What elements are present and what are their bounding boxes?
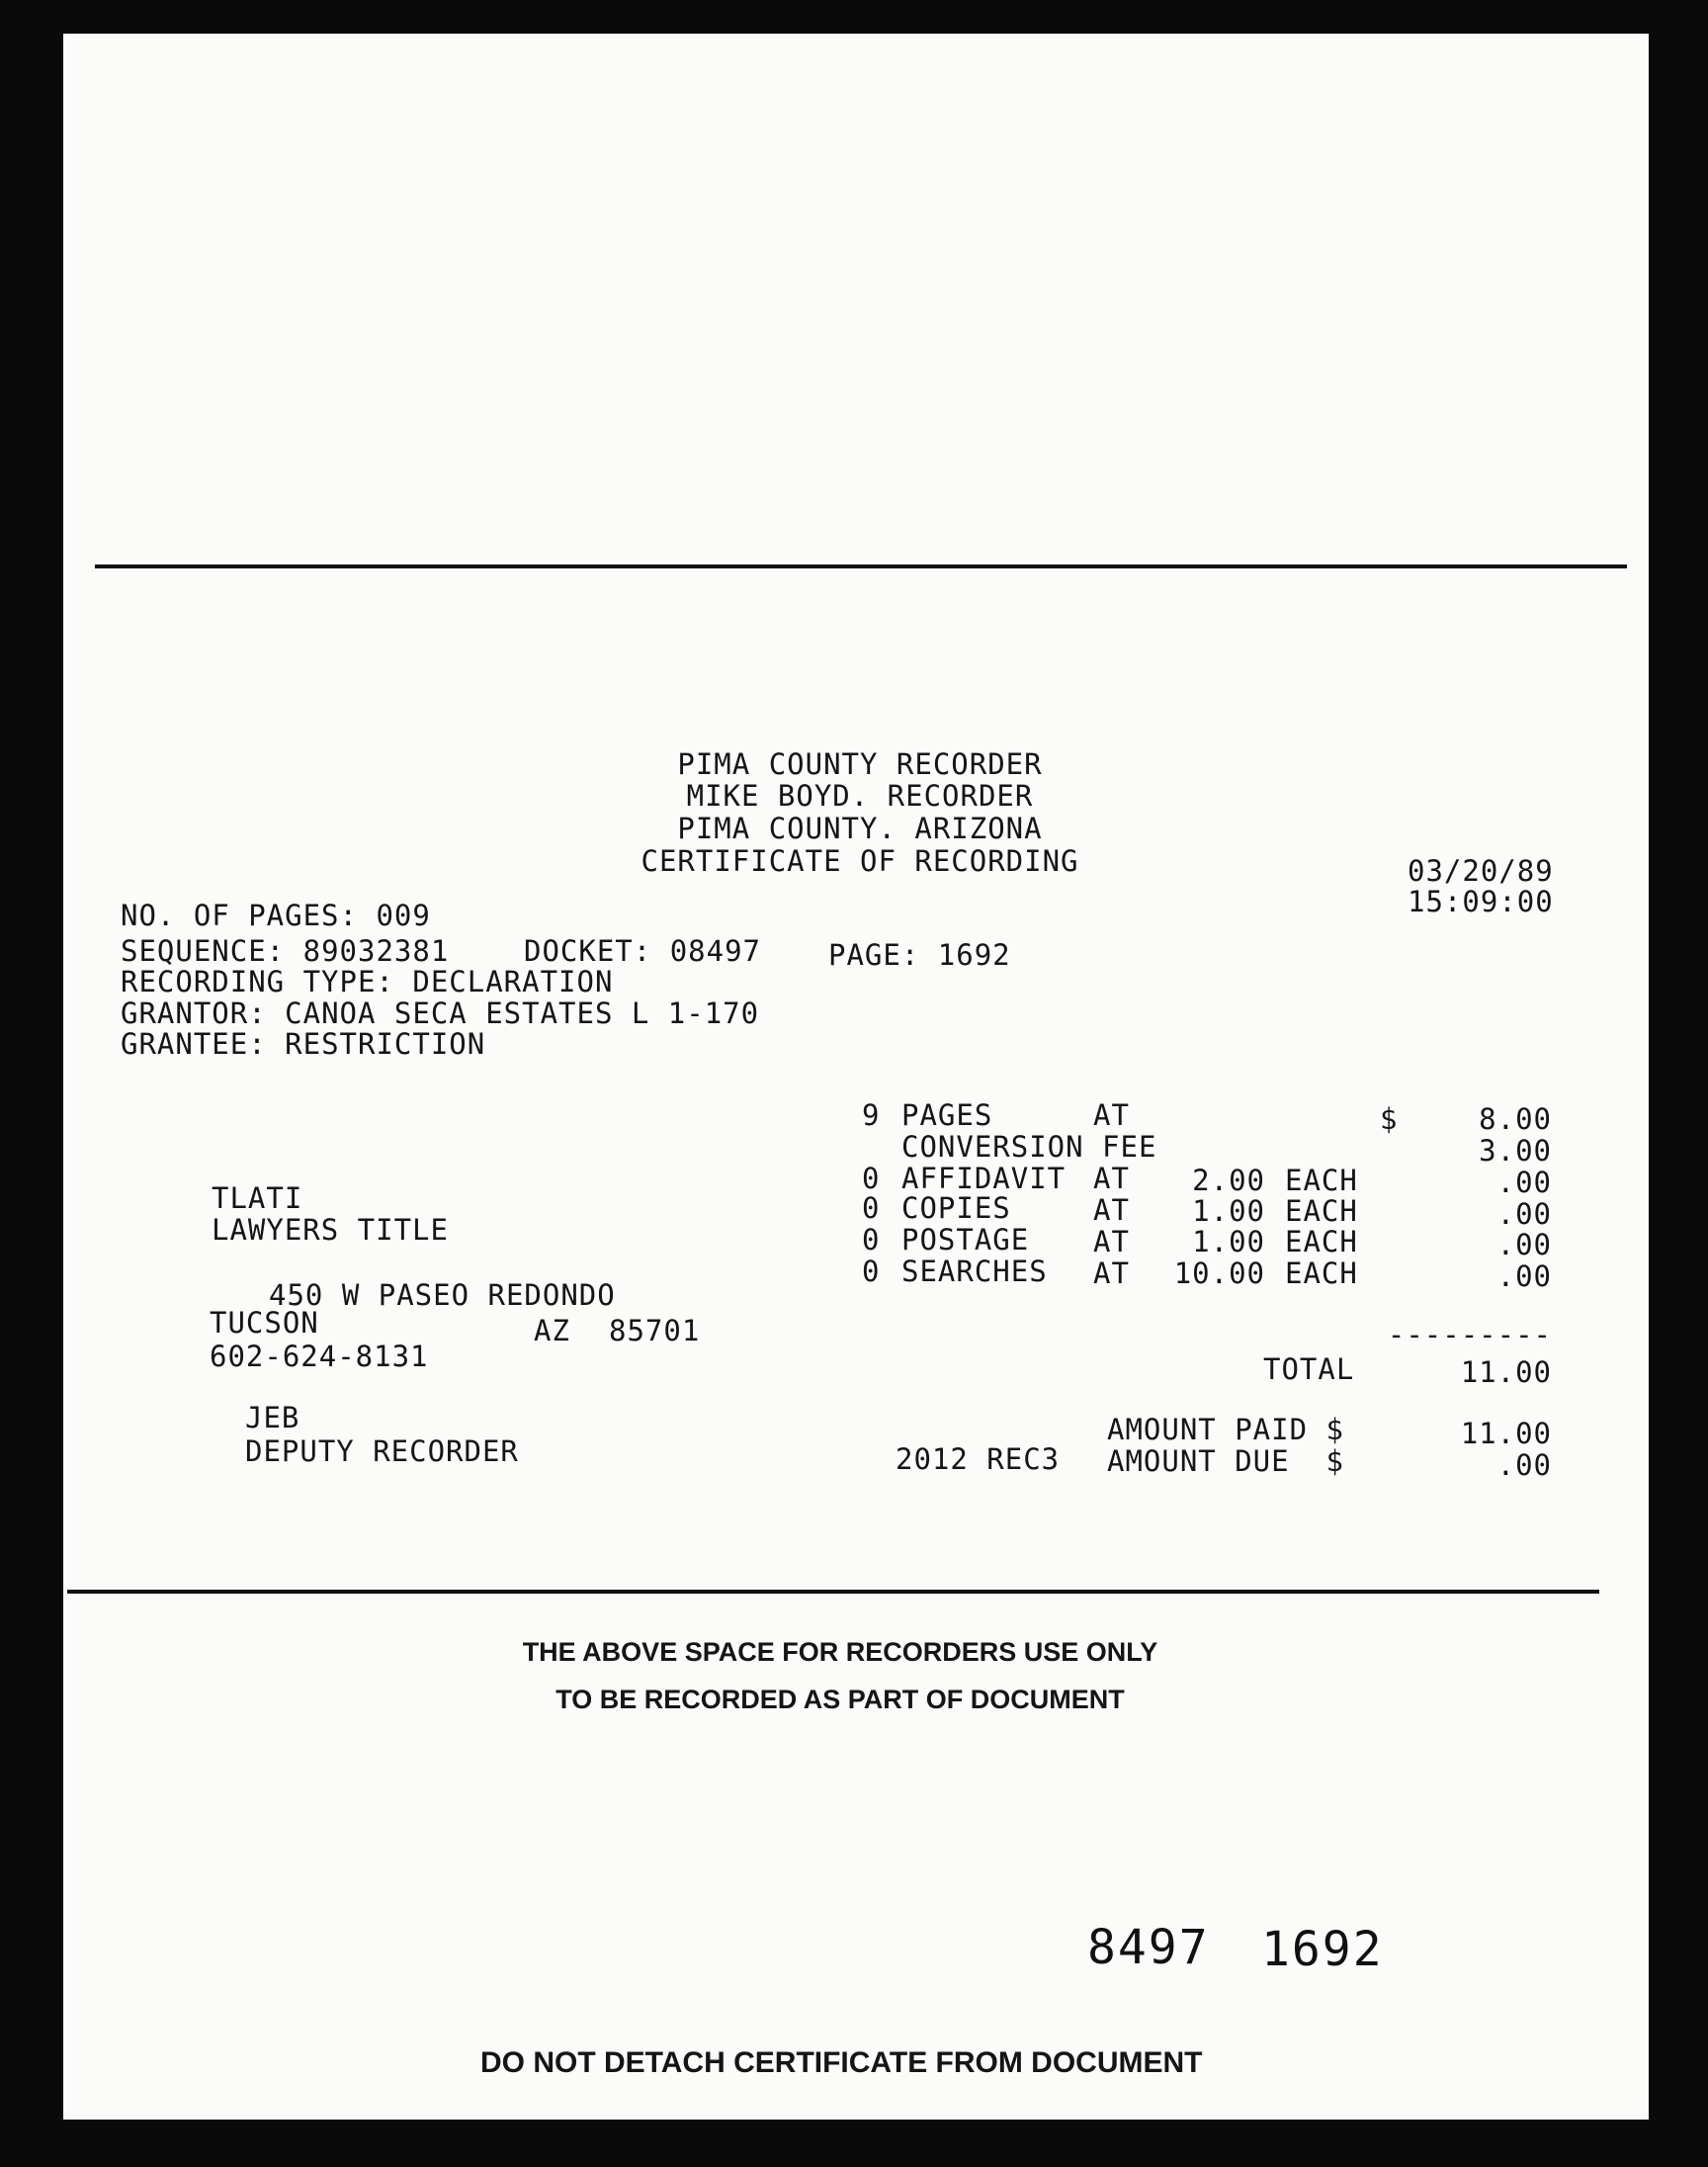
fee-at: AT [1093, 1225, 1130, 1258]
fee-rate: 10.00 [1173, 1257, 1265, 1290]
sequence-value: 89032381 [302, 934, 450, 968]
fee-item: SEARCHES [901, 1255, 1048, 1288]
fee-qty: 0 [862, 1162, 881, 1195]
fee-rate: 1.00 [1192, 1225, 1265, 1258]
addressee-zip: 85701 [609, 1314, 701, 1347]
fee-item: POSTAGE [901, 1223, 1030, 1257]
page-row [828, 939, 1011, 971]
fee-item: CONVERSION FEE [901, 1130, 1157, 1164]
fee-qty: 9 [862, 1098, 881, 1132]
fee-qty: 0 [862, 1255, 881, 1288]
clerk-initials: JEB [245, 1401, 300, 1434]
pages-value: 009 [376, 899, 431, 932]
top-divider [95, 564, 1627, 568]
recorder-name: MIKE BOYD. RECORDER [686, 779, 1034, 813]
county-state: PIMA COUNTY. ARIZONA [677, 812, 1043, 845]
amount-paid-label: AMOUNT PAID $ [1107, 1413, 1344, 1446]
fee-at: AT [1093, 1257, 1130, 1290]
fee-each: EACH [1285, 1257, 1358, 1290]
addressee-name: LAWYERS TITLE [212, 1213, 449, 1247]
addressee-phone: 602-624-8131 [210, 1340, 429, 1373]
recording-type-label: RECORDING TYPE: [121, 965, 394, 998]
sequence-row [121, 935, 449, 967]
fee-each: EACH [1285, 1164, 1358, 1197]
recorder-use-notice: THE ABOVE SPACE FOR RECORDERS USE ONLY [522, 1637, 1158, 1667]
clerk-title: DEPUTY RECORDER [245, 1434, 519, 1468]
pages-label: NO. OF PAGES: [121, 899, 358, 932]
pages-row [121, 900, 431, 931]
page-label: PAGE: [828, 938, 920, 972]
grantor-label: GRANTOR: [121, 997, 267, 1030]
page-value: 1692 [937, 938, 1011, 972]
recorder-office-title: PIMA COUNTY RECORDER [677, 747, 1043, 781]
fee-amount: .00 [1496, 1259, 1552, 1293]
fee-qty: 0 [862, 1191, 881, 1225]
recording-type-row [121, 966, 613, 997]
page-stamp: 1692 [1261, 1922, 1384, 1977]
addressee-city: TUCSON [210, 1306, 319, 1340]
fee-amount: .00 [1496, 1197, 1552, 1231]
addressee-street: 450 W PASEO REDONDO [269, 1278, 616, 1312]
fee-at: AT [1093, 1193, 1130, 1227]
fee-item: AFFIDAVIT [901, 1162, 1067, 1195]
addressee-code: TLATI [212, 1181, 303, 1215]
amount-due-value: .00 [1496, 1448, 1552, 1482]
fee-dollar-sign: $ [1380, 1102, 1399, 1136]
docket-stamp: 8497 [1087, 1920, 1210, 1975]
grantee-row [121, 1028, 485, 1060]
fee-amount: .00 [1496, 1228, 1552, 1261]
sequence-label: SEQUENCE: [121, 934, 286, 968]
grantee-label: GRANTEE: [121, 1027, 267, 1061]
total-divider: --------- [1387, 1318, 1552, 1351]
fee-each: EACH [1285, 1225, 1358, 1258]
docket-value: 08497 [669, 934, 761, 968]
fee-each: EACH [1285, 1194, 1358, 1228]
recording-type-value: DECLARATION [412, 965, 614, 998]
docket-label: DOCKET: [524, 934, 652, 968]
certificate-title: CERTIFICATE OF RECORDING [640, 844, 1079, 878]
detach-warning: DO NOT DETACH CERTIFICATE FROM DOCUMENT [480, 2046, 1203, 2079]
grantee-value: RESTRICTION [285, 1027, 486, 1061]
grantor-value: CANOA SECA ESTATES L 1-170 [285, 997, 760, 1030]
recording-date: 03/20/89 [1408, 854, 1554, 888]
fee-amount: .00 [1496, 1166, 1552, 1199]
total-label: TOTAL [1263, 1352, 1355, 1386]
fee-amount: 3.00 [1479, 1134, 1552, 1168]
record-part-notice: TO BE RECORDED AS PART OF DOCUMENT [555, 1685, 1125, 1714]
recording-time: 15:09:00 [1408, 885, 1554, 918]
fee-item: PAGES [901, 1098, 993, 1132]
fee-rate: 1.00 [1192, 1194, 1265, 1228]
bottom-divider [67, 1590, 1599, 1594]
docket-row [524, 935, 761, 967]
fee-at: AT [1093, 1098, 1130, 1132]
fee-rate: 2.00 [1192, 1164, 1265, 1197]
grantor-row [121, 997, 759, 1029]
fee-amount: 8.00 [1479, 1102, 1552, 1136]
addressee-state: AZ [534, 1314, 570, 1347]
fee-item: COPIES [901, 1191, 1011, 1225]
batch-code: 2012 REC3 [896, 1442, 1061, 1476]
amount-paid-value: 11.00 [1460, 1417, 1552, 1450]
total-value: 11.00 [1460, 1355, 1552, 1389]
fee-at: AT [1093, 1162, 1130, 1195]
certificate-paper [63, 34, 1649, 2120]
amount-due-label: AMOUNT DUE $ [1107, 1444, 1344, 1478]
fee-qty: 0 [862, 1223, 881, 1257]
